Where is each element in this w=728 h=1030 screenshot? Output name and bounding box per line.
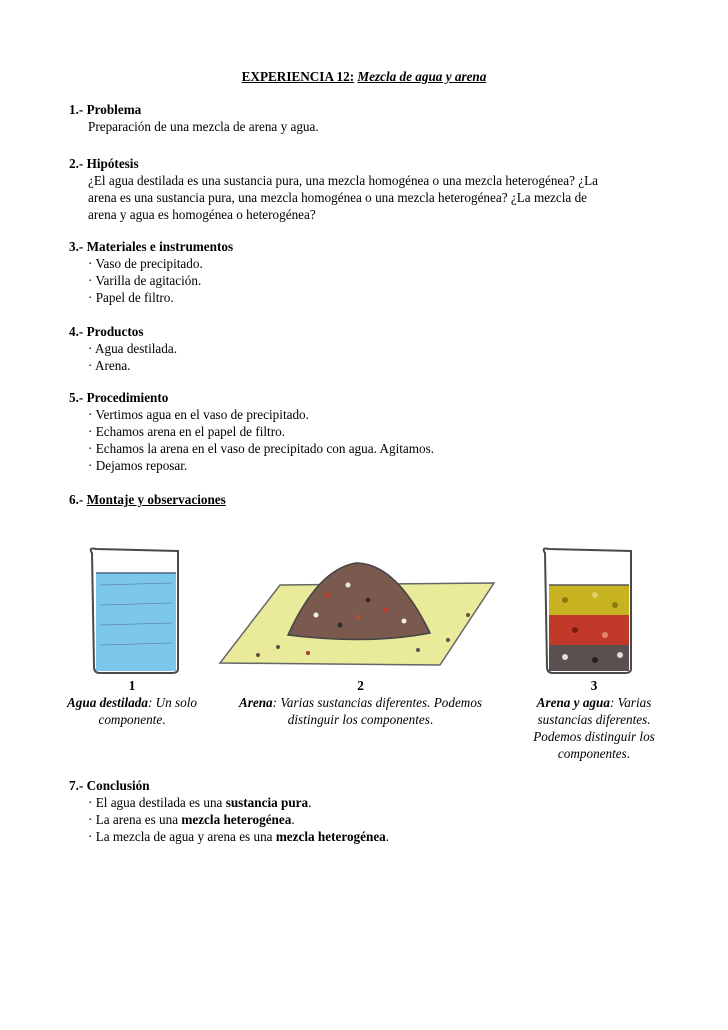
section-materiales — [69, 238, 669, 306]
item-text: · El agua destilada es una — [88, 795, 226, 810]
caption-end: . — [162, 712, 166, 727]
section-conclusion — [69, 777, 669, 845]
water-fill — [96, 573, 176, 671]
section-montaje — [69, 491, 669, 508]
section-heading: 7.- Conclusión — [69, 778, 150, 793]
section-heading: 4.- Productos — [69, 324, 144, 339]
section-procedimiento — [69, 389, 669, 474]
caption-text: : Varias sustancias diferentes. Podemos distinguir los componentes — [272, 695, 483, 727]
section-heading: 1.- Problema — [69, 102, 142, 117]
section-productos — [69, 323, 669, 374]
list-item: · Echamos arena en el papel de filtro. — [88, 424, 285, 439]
page-title — [0, 69, 728, 85]
list-item — [69, 828, 669, 845]
sand-on-paper-drawing — [218, 555, 500, 670]
caption-bold: Arena y agua — [536, 695, 610, 710]
item-end: . — [308, 795, 312, 810]
list-item: · Arena. — [88, 358, 131, 373]
list-item: · Agua destilada. — [88, 341, 177, 356]
section-hipotesis — [69, 155, 669, 223]
list-item: · Papel de filtro. — [88, 290, 174, 305]
item-end: . — [291, 812, 295, 827]
layer-dark — [549, 645, 629, 671]
figure-number: 3 — [590, 678, 598, 693]
sand-pile — [288, 563, 430, 640]
list-item: · Vaso de precipitado. — [88, 256, 203, 271]
caption-bold: Agua destilada — [66, 695, 148, 710]
title-subtitle: Mezcla de agua y arena — [357, 69, 487, 84]
list-item: · Dejamos reposar. — [88, 458, 188, 473]
item-end: . — [385, 829, 390, 844]
list-item — [69, 811, 669, 828]
section-prefix: 6.- — [69, 492, 87, 507]
section-heading: 5.- Procedimiento — [69, 390, 169, 405]
section-heading: 3.- Materiales e instrumentos — [69, 239, 234, 254]
layer-red — [549, 615, 629, 645]
caption-end: . — [429, 712, 434, 727]
beaker-sand-water-drawing — [535, 545, 645, 675]
list-item: · Echamos la arena en el vaso de precipitado con agua. Agitamos. — [88, 441, 435, 456]
section-text: Preparación de una mezcla de arena y agua. — [88, 119, 319, 134]
figure-number: 2 — [357, 678, 364, 693]
figure-number: 1 — [128, 678, 136, 693]
figure-caption — [218, 677, 503, 728]
list-item: · Vertimos agua en el vaso de precipitado. — [88, 407, 309, 422]
section-heading: Montaje y observaciones — [86, 492, 226, 507]
item-bold: mezcla heterogénea — [275, 829, 386, 844]
section-line: arena es una sustancia pura, una mezcla homogénea o una mezcla heterogénea? ¿La mezcla de — [88, 190, 588, 205]
item-text: · La mezcla de agua y arena es una — [88, 829, 276, 844]
caption-text: : Un solo componente — [98, 695, 198, 727]
title-label: EXPERIENCIA 12: — [241, 69, 355, 84]
section-problema — [69, 101, 669, 135]
section-line: arena y agua es homogénea o heterogénea? — [88, 207, 316, 222]
caption-end: . — [626, 746, 631, 761]
beaker-water-drawing — [82, 545, 192, 675]
list-item — [69, 794, 669, 811]
section-heading: 2.- Hipótesis — [69, 156, 139, 171]
item-bold: mezcla heterogénea — [181, 812, 292, 827]
figure-caption — [520, 677, 668, 762]
figure-caption — [62, 677, 202, 728]
layer-yellow — [549, 585, 629, 615]
item-bold: sustancia pura — [225, 795, 309, 810]
caption-bold: Arena — [238, 695, 273, 710]
caption-text: : Varias sustancias diferentes. Podemos distinguir los componentes — [533, 695, 655, 761]
item-text: · La arena es una — [88, 812, 182, 827]
section-line: ¿El agua destilada es una sustancia pura, una mezcla homogénea o una mezcla heterogénea? ¿La — [88, 173, 599, 188]
list-item: · Varilla de agitación. — [88, 273, 202, 288]
